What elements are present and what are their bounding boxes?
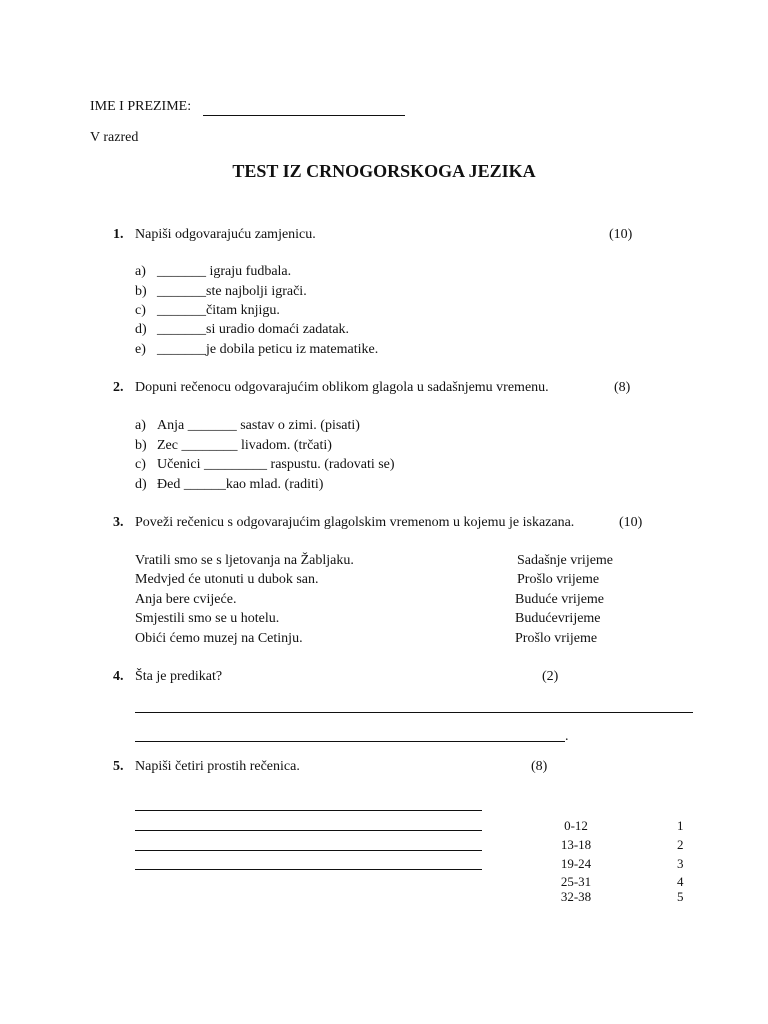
- grading-grade: 4: [677, 874, 684, 889]
- q3-sentence: Obići ćemo muzej na Cetinju.: [135, 631, 303, 646]
- item-letter: d): [135, 477, 147, 492]
- q3-sentence: Smjestili smo se u hotelu.: [135, 611, 280, 626]
- q5-points: (8): [531, 759, 548, 774]
- q4-answer-line-2[interactable]: [135, 741, 565, 742]
- test-title: TEST IZ CRNOGORSKOGA JEZIKA: [232, 161, 536, 181]
- q5-answer-line-1[interactable]: [135, 810, 482, 811]
- q3-tense: Sadašnje vrijeme: [517, 553, 614, 568]
- q2-item: [135, 457, 395, 473]
- q2-number: 2.: [113, 380, 124, 395]
- q1-points: (10): [609, 227, 633, 242]
- item-text: Učenici _________ raspustu. (radovati se): [157, 457, 395, 472]
- item-letter: b): [135, 284, 147, 299]
- item-letter: a): [135, 264, 146, 279]
- name-label: IME I PREZIME:: [90, 99, 192, 114]
- q3-tense: Prošlo vrijeme: [515, 631, 598, 646]
- q1-item: [135, 342, 378, 358]
- item-text: _______čitam knjigu.: [157, 303, 280, 318]
- grading-range: 0-12: [564, 818, 588, 833]
- q2-prompt: Dopuni rečenocu odgovarajućim oblikom glagola u sadašnjemu vremenu.: [135, 380, 549, 395]
- q3-sentence: Medvjed će utonuti u dubok san.: [135, 572, 319, 587]
- q3-number: 3.: [113, 515, 124, 530]
- item-letter: e): [135, 342, 146, 357]
- item-text: Anja _______ sastav o zimi. (pisati): [157, 418, 360, 433]
- item-text: _______ste najbolji igrači.: [157, 284, 307, 299]
- item-letter: a): [135, 418, 146, 433]
- q3-tense: Budućevrijeme: [515, 611, 601, 626]
- q4-points: (2): [542, 669, 559, 684]
- q1-item: [135, 322, 349, 338]
- q2-item: [135, 418, 360, 434]
- q3-points: (10): [619, 515, 643, 530]
- q4-end-mark: .: [565, 729, 569, 744]
- item-text: _______ igraju fudbala.: [157, 264, 292, 279]
- grading-range: 32-38: [560, 889, 592, 904]
- item-letter: b): [135, 438, 147, 453]
- grading-range: 13-18: [560, 837, 592, 852]
- q3-tense: Prošlo vrijeme: [517, 572, 600, 587]
- grading-range: 19-24: [560, 856, 592, 871]
- grading-grade: 3: [677, 856, 684, 871]
- q4-answer-line-1[interactable]: [135, 712, 693, 713]
- q1-item: [135, 284, 307, 300]
- item-letter: d): [135, 322, 147, 337]
- item-text: Đed ______kao mlad. (raditi): [157, 477, 324, 492]
- q1-item: [135, 264, 291, 280]
- grading-range: 25-31: [560, 874, 592, 889]
- q5-answer-line-3[interactable]: [135, 850, 482, 851]
- item-text: _______je dobila peticu iz matematike.: [157, 342, 379, 357]
- q5-number: 5.: [113, 759, 124, 774]
- q2-points: (8): [614, 380, 631, 395]
- q1-item: [135, 303, 280, 319]
- q2-item: [135, 477, 323, 493]
- q4-prompt: Šta je predikat?: [135, 669, 223, 684]
- q1-number: 1.: [113, 227, 124, 242]
- q3-tense: Buduće vrijeme: [515, 592, 605, 607]
- q3-sentence: Anja bere cvijeće.: [135, 592, 237, 607]
- grading-grade: 1: [677, 818, 684, 833]
- item-letter: c): [135, 457, 146, 472]
- q4-number: 4.: [113, 669, 124, 684]
- q5-prompt: Napiši četiri prostih rečenica.: [135, 759, 300, 774]
- grade-label: V razred: [90, 130, 139, 145]
- q1-prompt: Napiši odgovarajuću zamjenicu.: [135, 227, 316, 242]
- q3-prompt: Poveži rečenicu s odgovarajućim glagolskim vremenom u kojemu je iskazana.: [135, 515, 575, 530]
- item-text: _______si uradio domaći zadatak.: [157, 322, 350, 337]
- q2-item: [135, 438, 332, 454]
- grading-grade: 2: [677, 837, 684, 852]
- grading-grade: 5: [677, 889, 684, 904]
- q5-answer-line-2[interactable]: [135, 830, 482, 831]
- q5-answer-line-4[interactable]: [135, 869, 482, 870]
- item-text: Zec ________ livadom. (trčati): [157, 438, 332, 453]
- item-letter: c): [135, 303, 146, 318]
- name-field-line[interactable]: [203, 115, 405, 116]
- q3-sentence: Vratili smo se s ljetovanja na Žabljaku.: [135, 553, 354, 568]
